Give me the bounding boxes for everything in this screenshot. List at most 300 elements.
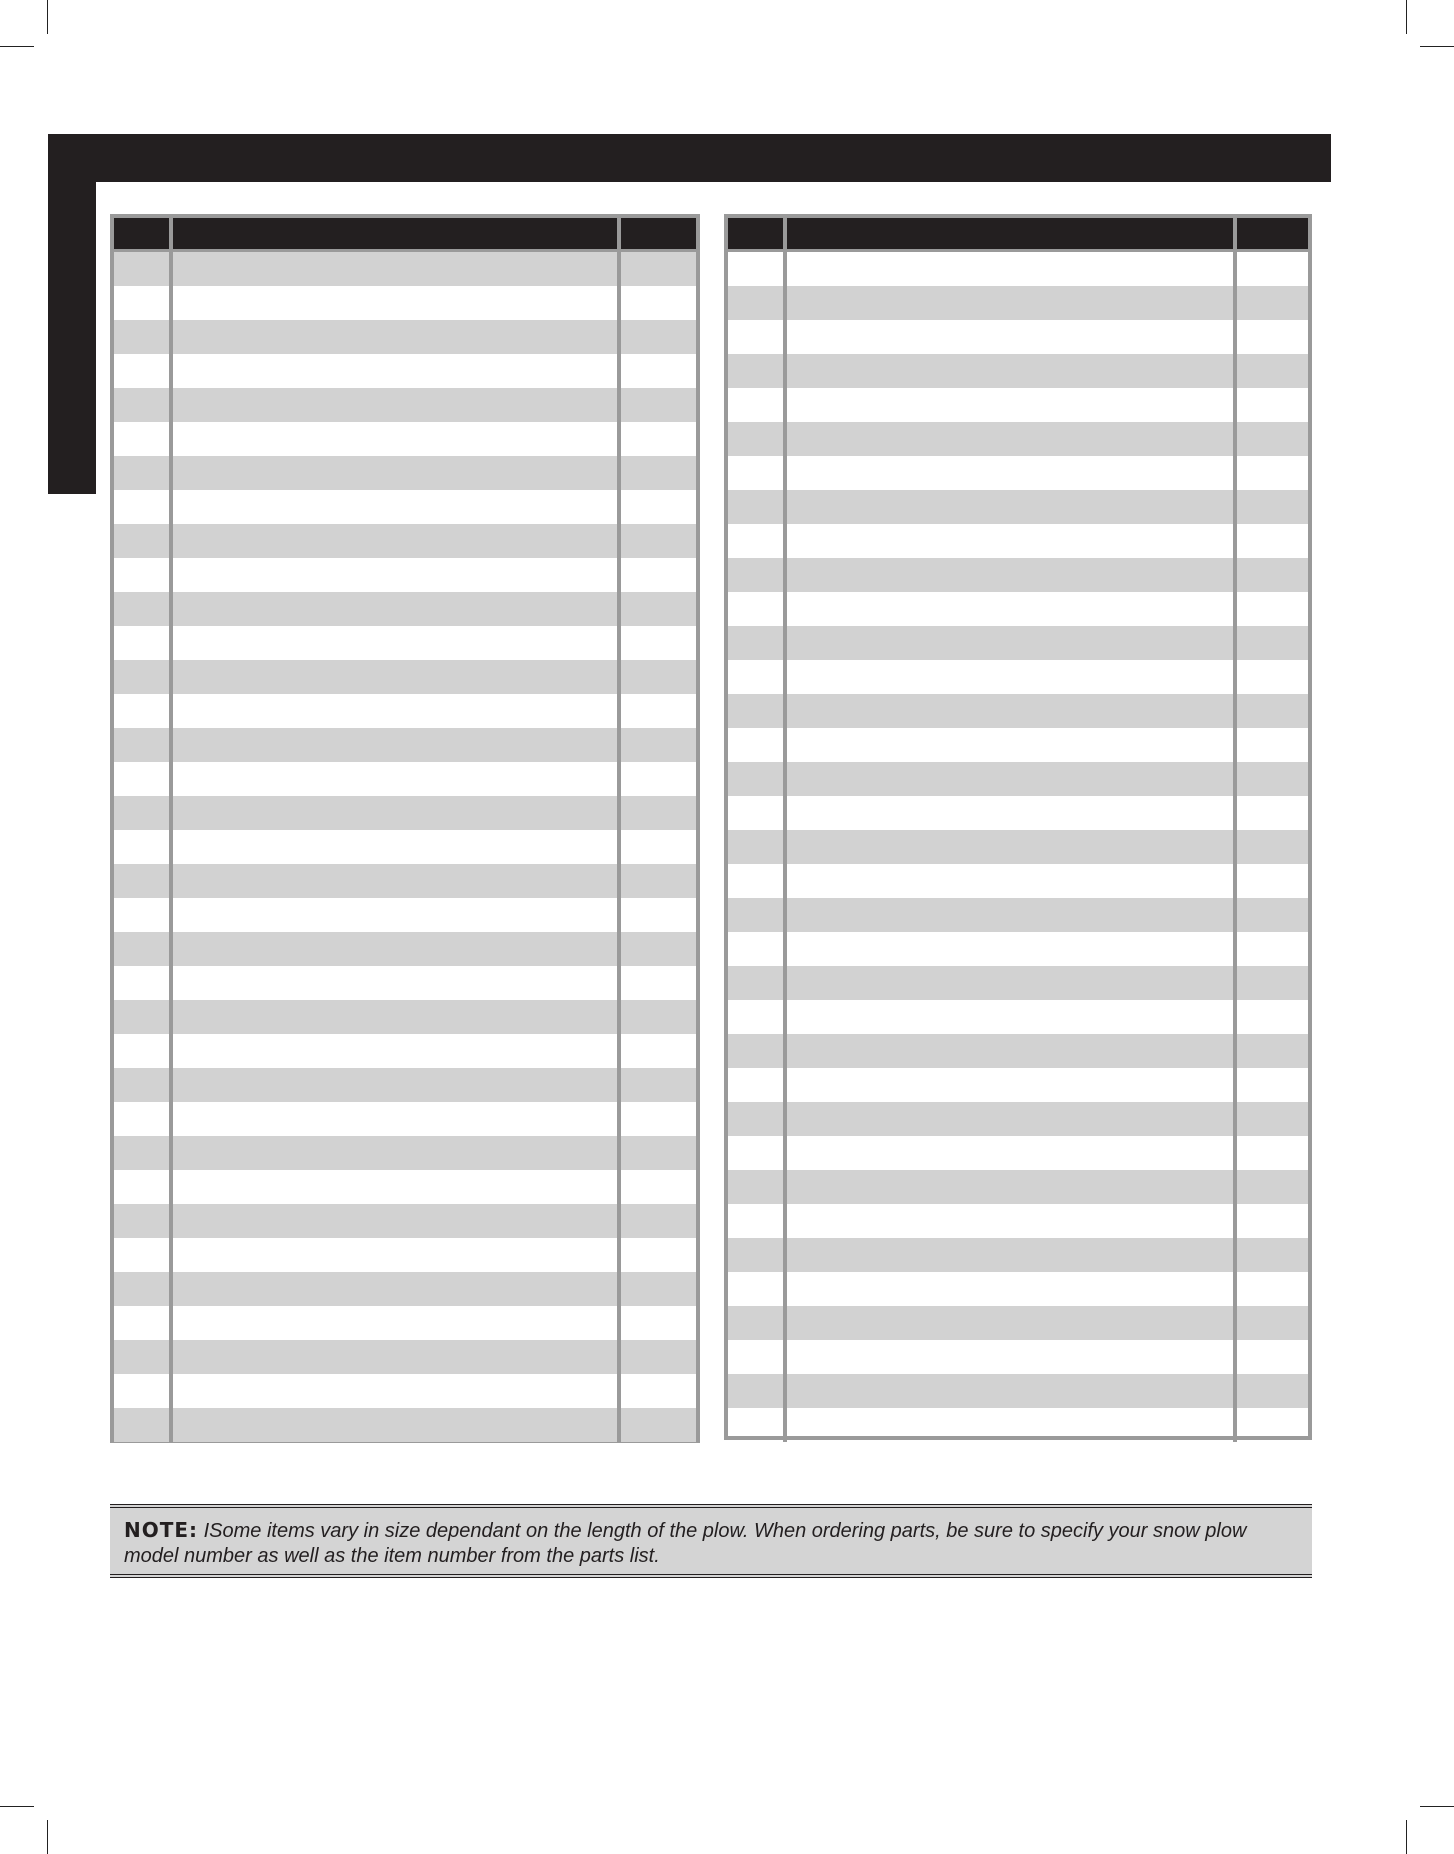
table-cell [728, 898, 787, 932]
table-row [114, 1374, 696, 1408]
header-cell [621, 218, 696, 249]
table-cell [1237, 558, 1308, 592]
table-cell [114, 354, 173, 388]
table-row [728, 1340, 1308, 1374]
table-cell [787, 966, 1237, 1000]
table-row [114, 388, 696, 422]
table-cell [1237, 1340, 1308, 1374]
table-cell [1237, 1102, 1308, 1136]
table-row [114, 660, 696, 694]
table-row [114, 252, 696, 286]
table-cell [728, 1374, 787, 1408]
table-row [728, 1000, 1308, 1034]
table-cell [621, 1238, 696, 1272]
table-cell [1237, 1374, 1308, 1408]
crop-mark [1420, 46, 1454, 47]
parts-table-right [724, 214, 1312, 1440]
table-cell [787, 1136, 1237, 1170]
note-text: ISome items vary in size dependant on the length of the plow. When ordering parts, be sure to specify your snow plow model number as well as the item number from the parts list. [124, 1520, 1247, 1567]
crop-mark [47, 1820, 48, 1854]
table-cell [787, 762, 1237, 796]
table-cell [1237, 966, 1308, 1000]
table-cell [1237, 694, 1308, 728]
table-row [728, 422, 1308, 456]
table-cell [621, 490, 696, 524]
table-row [728, 388, 1308, 422]
table-cell [173, 932, 621, 966]
table-cell [173, 320, 621, 354]
table-cell [114, 1374, 173, 1408]
table-cell [728, 1238, 787, 1272]
table-cell [621, 728, 696, 762]
table-cell [1237, 728, 1308, 762]
table-row [114, 1000, 696, 1034]
table-cell [728, 830, 787, 864]
table-cell [728, 694, 787, 728]
table-row [728, 1238, 1308, 1272]
crop-mark [47, 0, 48, 34]
table-cell [1237, 524, 1308, 558]
table-cell [787, 694, 1237, 728]
table-cell [173, 1000, 621, 1034]
table-cell [1237, 1068, 1308, 1102]
table-row [728, 320, 1308, 354]
side-tab [48, 134, 96, 494]
table-cell [787, 932, 1237, 966]
crop-mark [1406, 1820, 1407, 1854]
table-cell [114, 898, 173, 932]
table-cell [787, 558, 1237, 592]
table-cell [173, 286, 621, 320]
table-row [728, 1034, 1308, 1068]
table-cell [621, 1170, 696, 1204]
table-row [728, 864, 1308, 898]
table-cell [787, 1000, 1237, 1034]
table-row [114, 490, 696, 524]
table-row [728, 524, 1308, 558]
table-row [728, 830, 1308, 864]
table-row [114, 422, 696, 456]
table-row [114, 1306, 696, 1340]
table-cell [173, 660, 621, 694]
table-row [728, 252, 1308, 286]
table-cell [173, 728, 621, 762]
table-row [114, 1238, 696, 1272]
crop-mark [0, 46, 34, 47]
note-label: NOTE: [124, 1518, 199, 1542]
table-cell [621, 320, 696, 354]
table-cell [1237, 1238, 1308, 1272]
table-cell [1237, 932, 1308, 966]
table-cell [787, 286, 1237, 320]
table-row [728, 558, 1308, 592]
table-cell [173, 422, 621, 456]
header-cell [114, 218, 173, 249]
table-cell [114, 660, 173, 694]
table-row [114, 1170, 696, 1204]
table-cell [787, 388, 1237, 422]
table-cell [728, 1000, 787, 1034]
table-cell [173, 1204, 621, 1238]
table-row [114, 1102, 696, 1136]
parts-table-left [110, 214, 700, 1443]
table-cell [1237, 626, 1308, 660]
table-row [728, 1306, 1308, 1340]
table-cell [1237, 320, 1308, 354]
table-cell [621, 1340, 696, 1374]
table-cell [1237, 1136, 1308, 1170]
table-cell [621, 796, 696, 830]
table-cell [787, 456, 1237, 490]
table-cell [621, 694, 696, 728]
table-row [728, 694, 1308, 728]
table-row [114, 1136, 696, 1170]
table-row [114, 694, 696, 728]
table-row [114, 728, 696, 762]
table-cell [787, 1374, 1237, 1408]
header-cell [728, 218, 787, 249]
table-cell [787, 1408, 1237, 1442]
table-cell [1237, 286, 1308, 320]
table-cell [1237, 490, 1308, 524]
table-cell [114, 1340, 173, 1374]
table-cell [173, 1272, 621, 1306]
table-cell [787, 490, 1237, 524]
table-cell [114, 1408, 173, 1442]
table-row [728, 490, 1308, 524]
table-cell [728, 524, 787, 558]
table-row [728, 898, 1308, 932]
table-cell [728, 320, 787, 354]
table-row [728, 1204, 1308, 1238]
table-cell [621, 864, 696, 898]
table-cell [114, 252, 173, 286]
table-row [114, 864, 696, 898]
table-cell [114, 1068, 173, 1102]
table-cell [173, 354, 621, 388]
header-bar [48, 134, 1331, 182]
table-cell [787, 830, 1237, 864]
header-cell [173, 218, 621, 249]
table-cell [787, 1306, 1237, 1340]
header-cell [787, 218, 1237, 249]
table-cell [1237, 422, 1308, 456]
table-cell [728, 1136, 787, 1170]
table-cell [1237, 660, 1308, 694]
table-cell [114, 490, 173, 524]
table-cell [787, 626, 1237, 660]
table-cell [173, 830, 621, 864]
table-cell [1237, 252, 1308, 286]
table-row [114, 1068, 696, 1102]
table-cell [173, 456, 621, 490]
table-row [728, 966, 1308, 1000]
table-cell [728, 558, 787, 592]
table-cell [173, 1102, 621, 1136]
table-cell [173, 1034, 621, 1068]
table-cell [1237, 762, 1308, 796]
table-cell [728, 1408, 787, 1442]
table-cell [621, 558, 696, 592]
table-cell [173, 966, 621, 1000]
table-cell [787, 864, 1237, 898]
table-row [728, 626, 1308, 660]
table-cell [114, 796, 173, 830]
table-cell [621, 422, 696, 456]
table-cell [621, 1374, 696, 1408]
table-cell [173, 864, 621, 898]
table-cell [787, 1068, 1237, 1102]
table-row [114, 320, 696, 354]
crop-mark [1406, 0, 1407, 34]
table-cell [114, 1272, 173, 1306]
table-cell [728, 762, 787, 796]
table-cell [114, 932, 173, 966]
table-cell [114, 830, 173, 864]
table-cell [728, 1306, 787, 1340]
table-row [728, 728, 1308, 762]
table-cell [173, 694, 621, 728]
table-cell [728, 728, 787, 762]
table-cell [621, 1102, 696, 1136]
table-cell [173, 1306, 621, 1340]
table-cell [728, 388, 787, 422]
table-cell [787, 1170, 1237, 1204]
table-cell [787, 1204, 1237, 1238]
table-cell [173, 898, 621, 932]
table-cell [728, 286, 787, 320]
table-cell [621, 830, 696, 864]
table-row [728, 1408, 1308, 1442]
table-cell [173, 490, 621, 524]
table-cell [728, 1102, 787, 1136]
table-row [728, 660, 1308, 694]
table-cell [1237, 592, 1308, 626]
table-row [728, 932, 1308, 966]
table-cell [728, 796, 787, 830]
table-cell [173, 1340, 621, 1374]
table-cell [621, 762, 696, 796]
table-cell [621, 354, 696, 388]
table-cell [787, 354, 1237, 388]
table-cell [621, 1000, 696, 1034]
table-cell [173, 796, 621, 830]
table-row [728, 1272, 1308, 1306]
table-cell [1237, 1306, 1308, 1340]
table-cell [173, 1136, 621, 1170]
table-cell [173, 626, 621, 660]
table-cell [728, 1340, 787, 1374]
table-cell [1237, 388, 1308, 422]
table-cell [621, 1068, 696, 1102]
table-cell [173, 252, 621, 286]
table-cell [621, 1272, 696, 1306]
table-row [114, 762, 696, 796]
table-cell [173, 1170, 621, 1204]
table-row [728, 1068, 1308, 1102]
table-cell [1237, 864, 1308, 898]
table-row [728, 796, 1308, 830]
table-cell [728, 252, 787, 286]
table-cell [173, 1408, 621, 1442]
table-row [728, 1374, 1308, 1408]
table-cell [1237, 1408, 1308, 1442]
table-cell [173, 388, 621, 422]
table-cell [1237, 796, 1308, 830]
table-cell [114, 966, 173, 1000]
table-cell [787, 1272, 1237, 1306]
table-cell [621, 1204, 696, 1238]
table-cell [114, 1204, 173, 1238]
table-cell [114, 286, 173, 320]
table-cell [1237, 354, 1308, 388]
table-cell [787, 898, 1237, 932]
table-row [114, 796, 696, 830]
table-cell [1237, 1034, 1308, 1068]
table-cell [114, 1102, 173, 1136]
table-row [114, 592, 696, 626]
table-cell [1237, 830, 1308, 864]
table-row [728, 286, 1308, 320]
table-cell [621, 456, 696, 490]
table-cell [728, 422, 787, 456]
table-cell [787, 320, 1237, 354]
table-header [728, 218, 1308, 252]
table-header [114, 218, 696, 252]
table-cell [787, 592, 1237, 626]
table-row [114, 456, 696, 490]
table-row [114, 354, 696, 388]
table-row [114, 1204, 696, 1238]
table-cell [621, 592, 696, 626]
table-cell [621, 388, 696, 422]
table-row [114, 1034, 696, 1068]
table-cell [728, 1170, 787, 1204]
table-cell [728, 1034, 787, 1068]
table-cell [114, 456, 173, 490]
table-cell [114, 524, 173, 558]
table-cell [621, 932, 696, 966]
table-row [728, 456, 1308, 490]
table-cell [173, 1068, 621, 1102]
table-cell [621, 1408, 696, 1442]
table-cell [728, 660, 787, 694]
table-cell [621, 1034, 696, 1068]
table-cell [621, 898, 696, 932]
table-row [728, 1136, 1308, 1170]
table-cell [114, 864, 173, 898]
table-row [728, 354, 1308, 388]
table-cell [1237, 1170, 1308, 1204]
table-cell [621, 660, 696, 694]
table-cell [728, 1204, 787, 1238]
table-cell [728, 456, 787, 490]
table-cell [621, 1136, 696, 1170]
table-row [728, 592, 1308, 626]
table-cell [173, 524, 621, 558]
table-row [114, 966, 696, 1000]
table-cell [114, 1000, 173, 1034]
table-row [114, 1340, 696, 1374]
table-cell [787, 1340, 1237, 1374]
table-cell [728, 1272, 787, 1306]
table-cell [728, 932, 787, 966]
table-cell [173, 762, 621, 796]
table-cell [621, 1306, 696, 1340]
table-row [114, 932, 696, 966]
table-cell [728, 490, 787, 524]
table-cell [1237, 456, 1308, 490]
table-cell [114, 320, 173, 354]
table-cell [728, 626, 787, 660]
table-cell [728, 592, 787, 626]
note-box [110, 1504, 1312, 1578]
table-cell [787, 524, 1237, 558]
table-row [114, 286, 696, 320]
table-cell [173, 592, 621, 626]
table-cell [621, 252, 696, 286]
table-cell [787, 796, 1237, 830]
table-cell [114, 626, 173, 660]
table-cell [787, 660, 1237, 694]
table-row [114, 524, 696, 558]
table-row [728, 1170, 1308, 1204]
table-cell [728, 864, 787, 898]
table-cell [114, 1238, 173, 1272]
table-row [114, 558, 696, 592]
table-cell [173, 558, 621, 592]
table-cell [621, 966, 696, 1000]
table-cell [114, 388, 173, 422]
table-cell [787, 1034, 1237, 1068]
table-cell [114, 422, 173, 456]
table-cell [728, 1068, 787, 1102]
table-cell [728, 354, 787, 388]
table-cell [114, 694, 173, 728]
table-cell [114, 762, 173, 796]
table-cell [173, 1238, 621, 1272]
table-cell [1237, 898, 1308, 932]
table-cell [114, 558, 173, 592]
table-cell [114, 728, 173, 762]
table-cell [114, 1170, 173, 1204]
table-cell [787, 1238, 1237, 1272]
table-cell [621, 286, 696, 320]
table-cell [787, 422, 1237, 456]
table-cell [114, 1306, 173, 1340]
table-cell [1237, 1204, 1308, 1238]
header-cell [1237, 218, 1308, 249]
crop-mark [0, 1806, 34, 1807]
table-cell [114, 592, 173, 626]
table-cell [1237, 1000, 1308, 1034]
table-cell [173, 1374, 621, 1408]
table-cell [787, 252, 1237, 286]
table-cell [621, 524, 696, 558]
table-row [728, 762, 1308, 796]
table-cell [114, 1034, 173, 1068]
table-row [114, 1272, 696, 1306]
table-cell [728, 966, 787, 1000]
table-cell [787, 728, 1237, 762]
table-row [114, 1408, 696, 1442]
table-row [114, 898, 696, 932]
table-row [728, 1102, 1308, 1136]
table-cell [114, 1136, 173, 1170]
table-row [114, 830, 696, 864]
table-cell [787, 1102, 1237, 1136]
table-cell [1237, 1272, 1308, 1306]
